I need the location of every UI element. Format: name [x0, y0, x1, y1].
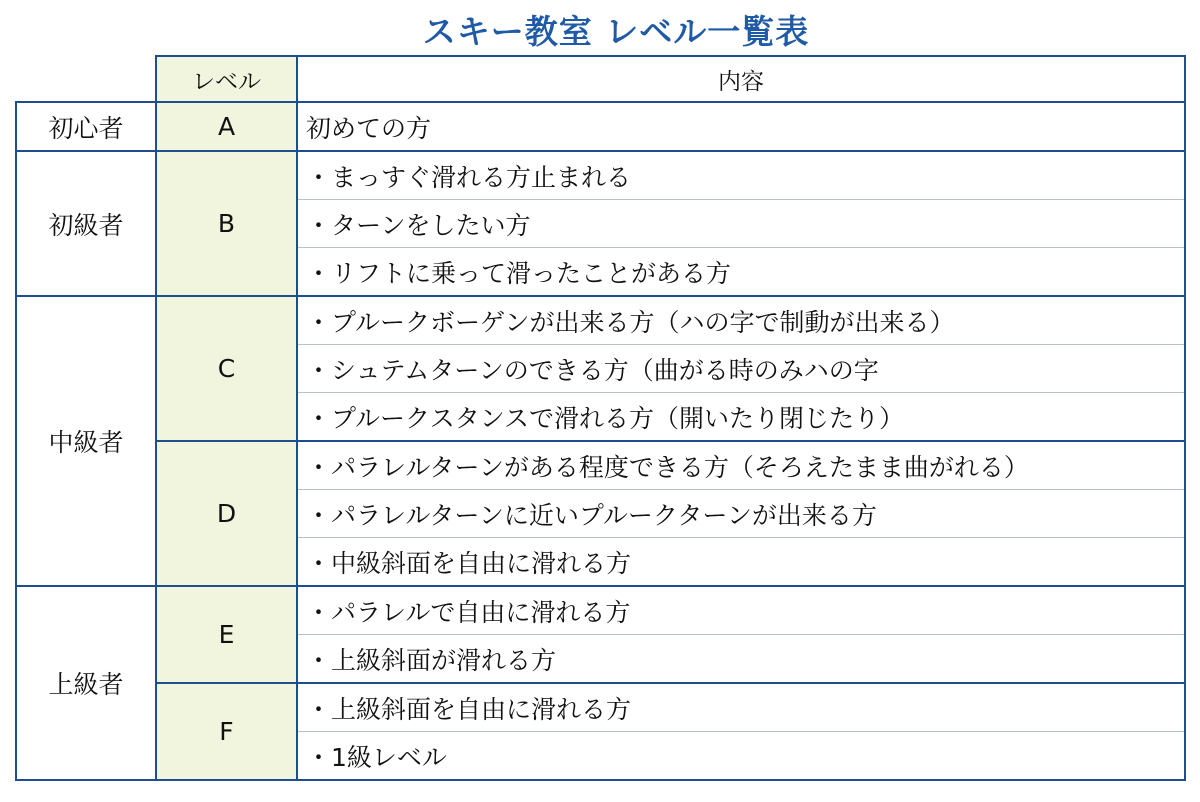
level-a: A	[156, 102, 297, 151]
header-content: 内容	[297, 56, 1185, 102]
group-advanced: 上級者	[16, 586, 156, 780]
content-e-2: ・上級斜面が滑れる方	[297, 635, 1185, 684]
content-c-2: ・シュテムターンのできる方（曲がる時のみハの字	[297, 345, 1185, 393]
content-b-1: ・まっすぐ滑れる方止まれる	[297, 151, 1185, 200]
group-beginner: 初級者	[16, 151, 156, 296]
table-row	[16, 683, 1185, 732]
page-title: スキー教室 レベル一覧表	[422, 12, 810, 51]
content-f-2: ・1級レベル	[297, 732, 1185, 781]
content-b-2: ・ターンをしたい方	[297, 200, 1185, 248]
level-table	[15, 55, 1186, 781]
table-row	[16, 586, 1185, 635]
content-d-1: ・パラレルターンがある程度できる方（そろえたまま曲がれる）	[297, 441, 1185, 490]
content-e-1: ・パラレルで自由に滑れる方	[297, 586, 1185, 635]
table-row	[16, 151, 1185, 200]
content-c-1: ・プルークボーゲンが出来る方（ハの字で制動が出来る）	[297, 296, 1185, 345]
header-level: レベル	[156, 56, 297, 102]
content-f-1: ・上級斜面を自由に滑れる方	[297, 683, 1185, 732]
content-a-1: 初めての方	[297, 102, 1185, 151]
content-d-3: ・中級斜面を自由に滑れる方	[297, 538, 1185, 587]
group-intermediate: 中級者	[16, 296, 156, 586]
level-b: B	[156, 151, 297, 296]
header-blank-cell	[16, 56, 156, 102]
content-b-3: ・リフトに乗って滑ったことがある方	[297, 248, 1185, 297]
level-f: F	[156, 683, 297, 780]
header-row	[16, 56, 1185, 102]
content-c-3: ・プルークスタンスで滑れる方（開いたり閉じたり）	[297, 393, 1185, 442]
content-d-2: ・パラレルターンに近いプルークターンが出来る方	[297, 490, 1185, 538]
level-d: D	[156, 441, 297, 586]
group-beginner-first: 初心者	[16, 102, 156, 151]
table-row	[16, 296, 1185, 345]
level-e: E	[156, 586, 297, 683]
table-row	[16, 441, 1185, 490]
table-row	[16, 102, 1185, 151]
level-c: C	[156, 296, 297, 441]
